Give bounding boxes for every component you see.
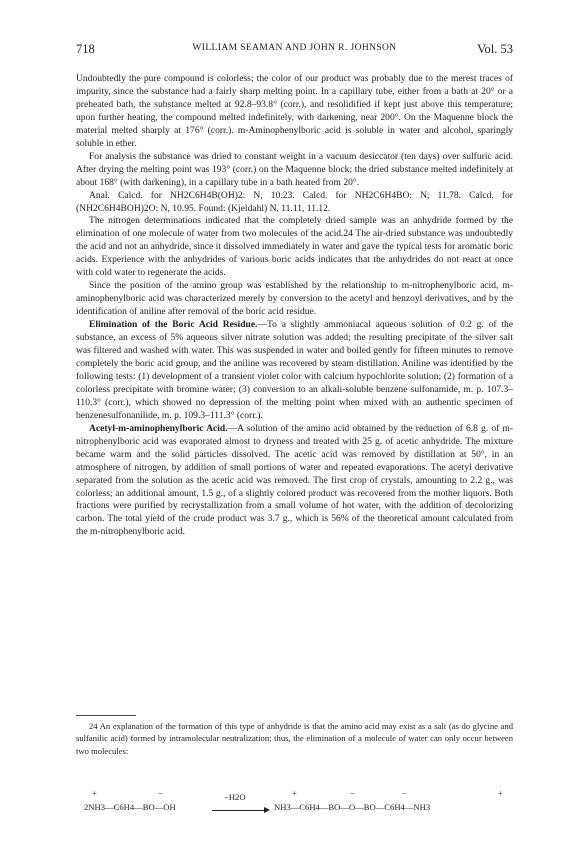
footnote-rule [76,715,136,716]
page-number: 718 [76,42,95,56]
reagent-label: −H2O [224,792,246,802]
running-header [76,42,513,58]
footnote: 24 An explanation of the formation of this type of anhydride is that the amino acid may exist as a salt (as do glycine and sulfanilic acid) formed by intramolecular neutralization; thus, the elimination of a molecule of water can only occur between two molecules: [76,721,513,756]
charge-sign: + [498,788,503,798]
section-text: —To a slightly ammoniacal aqueous solution of 0.2 g. of the substance, an excess of 5% aqueous silver nitrate solution was added; the resulting precipitate of the silver salt was filtered and washed with water. This was suspended in water and boiled gently for fifteen minutes to remove completely the boric acid group, and the aniline was recovered by steam distillation. Aniline was identified by the following tests: (1) development of a transient violet color with calcium hypochlorite solution; (2) formation of a colorless precipitate with bromine water; (3) conversion to an alkali-soluble benzene sulfonamide, m. p. 107.3–110.3° (corr.), which showed no depression of the melting point when mixed with an authentic specimen of benzenesulfonanilide, m. p. 109.3–111.3° (corr.). [76,319,514,421]
reactant: 2NH3—C6H4—BO—OH [84,802,176,812]
paragraph: Undoubtedly the pure compound is colorless; the color of our product was probably due to the merest traces of impurity, since the substance had a fairly sharp melting point. In a capillary tube, either from a bath at 20° or a preheated bath, the substance melted at 92.8–93.8° (corr.), and resolidified if kept just above this temperature; upon further heating, the compound melted indefinitely, with darkening, near 200°. On the Maquenne block the material melted sharply at 176° (corr.). m-Aminophenylboric acid is soluble in water and alcohol, sparingly soluble in ether. [76,73,513,149]
charge-sign: + [92,788,97,798]
section-paragraph [76,319,513,423]
charge-sign: − [402,788,407,798]
section-text: —A solution of the amino acid obtained by the reduction of 6.8 g. of m-nitrophenylboric acid was evaporated almost to dryness and treated with 25 g. of acetic anhydride. The mixture became warm and the solid particles dissolved. The acetic acid was removed by distillation at 50°, in an atmosphere of nitrogen, by addition of small portions of water and repeated evaporations. The acetyl derivative separated from the solution as the acetic acid was removed. The first crop of crystals, amounting to 2.2 g., was colorless; an additional amount, 1.5 g., of a slightly colored product was recovered from the mother liquors. Both fractions were purified by recrystallization from a small volume of hot water, with the addition of decolorizing carbon. The total yield of the crude product was 3.7 g., which is 56% of the theoretical amount calculated from the m-nitrophenylboric acid. [76,422,514,538]
reaction-equation [84,788,514,822]
charge-sign: − [158,788,163,798]
product: NH3—C6H4—BO—O—BO—C6H4—NH3 [274,802,431,812]
section-paragraph [76,423,513,540]
paragraph: Since the position of the amino group was established by the relationship to m-nitrophenylboric acid, m-aminophenylboric acid was characterized merely by conversion to the acetyl and benzoyl derivatives, and by the identification of aniline after removal of the boric acid residue. [76,280,513,318]
reaction-arrow [212,810,268,811]
body-text [76,73,513,539]
analysis-paragraph: Anal. Calcd. for NH2C6H4B(OH)2: N, 10.23. Calcd. for NH2C6H4BO: N, 11.78. Calcd. for (NH2C6H4BOH)2O: N, 10.95. Found: (Kjeldahl) N, 11.11, 11.12. [76,189,513,214]
paragraph: The nitrogen determinations indicated that the completely dried sample was an anhydride formed by the elimination of one molecule of water from two molecules of the acid.24 The air-dried substance was undoubtedly the acid and not an anhydride, since it dissolved immediately in water and gave the typical tests for aromatic boric acids. Experience with the anhydrides of various boric acids indicates that the anhydrides do not react at once with cold water to regenerate the acids. [76,215,513,279]
volume-label: Vol. 53 [477,42,513,56]
charge-sign: + [292,788,297,798]
section-heading: Elimination of the Boric Acid Residue. [89,319,258,331]
paragraph: For analysis the substance was dried to constant weight in a vacuum desiccator (ten days) over sulfuric acid. After drying the melting point was 193° (corr.) on the Maquenne block; the dried substance melted indefinitely at about 168° (with darkening), in a capillary tube in a bath heated from 20°. [76,150,513,188]
running-authors: WILLIAM SEAMAN AND JOHN R. JOHNSON [192,43,397,53]
section-heading: Acetyl-m-aminophenylboric Acid. [89,422,228,434]
charge-sign: − [350,788,355,798]
